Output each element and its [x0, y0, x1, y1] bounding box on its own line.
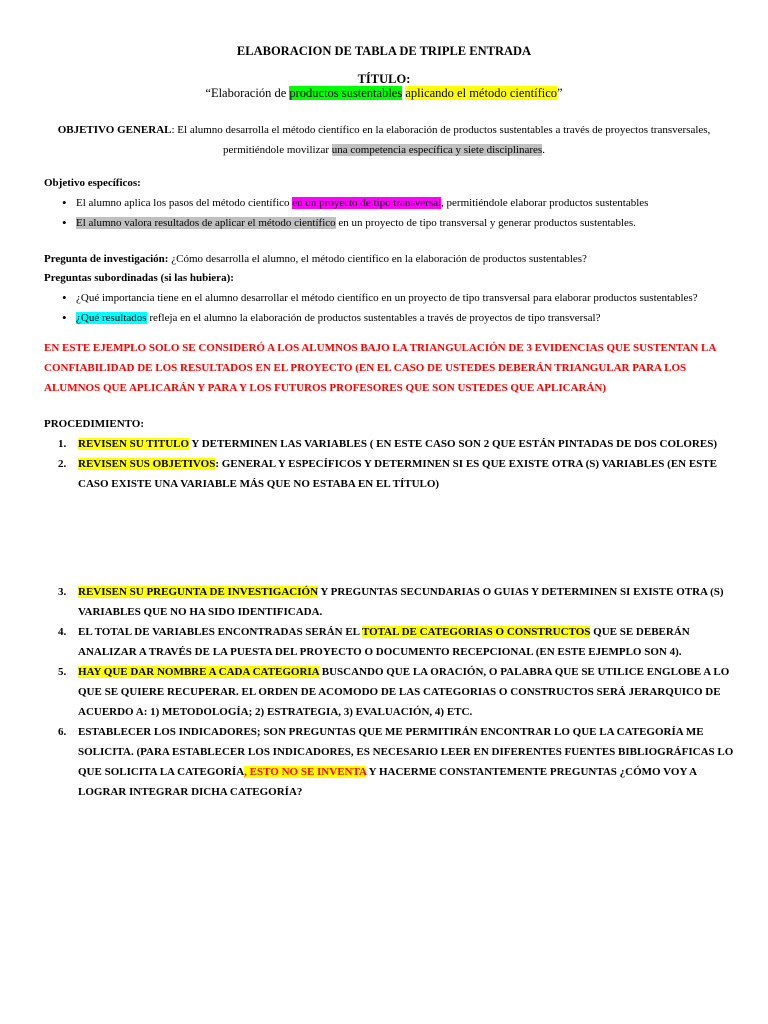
- item-text: QUE SE DEBERÁN ANALIZAR A TRAVÉS DE LA PUESTA DEL PROYECTO O DOCUMENTO RECEPCIONAL (EN ESTE EJEMPLO SON 4).: [78, 626, 690, 658]
- item-hl-yellow: TOTAL DE CATEGORIAS O CONSTRUCTOS: [361, 626, 591, 638]
- list-item: [44, 622, 734, 662]
- subtitle-hl-green: productos sustentables: [289, 86, 403, 100]
- list-item: [44, 582, 734, 622]
- list-item: [44, 288, 734, 308]
- objetivo-general-text1: : El alumno desarrolla el método científico en la elaboración de productos sustentables a través de proyectos transversales, permitiéndole movilizar: [171, 124, 711, 156]
- list-item: [44, 213, 734, 233]
- procedimiento-continued: [44, 582, 734, 802]
- list-item: [44, 308, 734, 328]
- objetivo-general-hl: una competencia específica y siete disciplinares: [331, 144, 543, 156]
- item-text: refleja en el alumno la elaboración de productos sustentables a través de proyectos de tipo transversal?: [146, 312, 601, 324]
- subtitle-hl-yellow: aplicando el método científico: [405, 86, 558, 100]
- procedimiento: [44, 414, 734, 494]
- item-text: Y DETERMINEN LAS VARIABLES ( EN ESTE CASO SON 2 QUE ESTÁN PINTADAS DE DOS COLORES): [189, 438, 717, 450]
- list-item: [44, 722, 734, 802]
- item-number: 6.: [58, 726, 67, 738]
- item-hl-red: , ESTO NO SE INVENTA: [244, 766, 367, 778]
- nota-roja: EN ESTE EJEMPLO SOLO SE CONSIDERÓ A LOS ALUMNOS BAJO LA TRIANGULACIÓN DE 3 EVIDENCIAS QUE SUSTENTAN LA CONFIABILIDAD DE LOS RESULTADOS EN EL PROYECTO (EN EL CASO DE USTEDES DEBERÁN TRIANGULAR PARA LOS ALUMNOS QUE APLICARÁN Y PARA Y LOS FUTUROS PROFESORES QUE SON USTEDES QUE APLICARÁN): [44, 342, 716, 394]
- procedimiento-label: PROCEDIMIENTO:: [44, 418, 145, 430]
- list-item: [44, 193, 734, 213]
- item-text: : GENERAL Y ESPECÍFICOS Y DETERMINEN SI ES QUE EXISTE OTRA (S) VARIABLES (EN ESTE CASO EXISTE UNA VARIABLE MÁS QUE NO ESTABA EN EL TÍTULO): [78, 458, 717, 490]
- item-text: , permitiéndole elaborar productos sustentables: [441, 197, 649, 209]
- subtitle-close: ”: [557, 86, 563, 100]
- preguntas-subordinadas: [44, 269, 734, 328]
- titulo-label: TÍTULO:: [357, 72, 411, 86]
- item-text: El alumno aplica los pasos del método científico: [76, 197, 293, 209]
- item-text: ¿Qué importancia tiene en el alumno desarrollar el método científico en un proyecto de tipo transversal para elaborar productos sustentables?: [76, 292, 698, 304]
- pregunta-text: ¿Cómo desarrolla el alumno, el método científico en la elaboración de productos sustentables?: [168, 253, 587, 265]
- subtitle-open: “Elaboración de: [205, 86, 290, 100]
- list-item: [44, 434, 734, 454]
- main-title: ELABORACION DE TABLA DE TRIPLE ENTRADA: [236, 44, 532, 58]
- subordinadas-label: Preguntas subordinadas (si las hubiera):: [44, 272, 234, 284]
- objetivo-general: [44, 120, 724, 160]
- item-number: 2.: [58, 458, 67, 470]
- objetivos-especificos-label: Objetivo específicos:: [44, 177, 141, 189]
- item-number: 5.: [58, 666, 67, 678]
- item-number: 1.: [58, 438, 67, 450]
- item-text: Y PREGUNTAS SECUNDARIAS O GUIAS Y DETERMINEN SI EXISTE OTRA (S) VARIABLES QUE NO HA SIDO IDENTIFICADA.: [78, 586, 724, 618]
- objetivos-especificos: [44, 174, 734, 233]
- objetivo-general-label: OBJETIVO GENERAL: [57, 124, 172, 136]
- list-item: [44, 454, 734, 494]
- subtitle: [0, 86, 768, 101]
- item-text: ESTABLECER LOS INDICADORES; SON PREGUNTAS QUE ME PERMITIRÁN ENCONTRAR LO QUE LA CATEGORÍA ME SOLICITA. (PARA ESTABLECER LOS INDICADORES, ES NECESARIO LEER EN DIFERENTES FUENTES BIBLIOGRÁFICAS LO QUE SOLICITA LA CATEGORÍA: [78, 726, 734, 778]
- pregunta-investigacion: [44, 250, 734, 268]
- pregunta-label: Pregunta de investigación:: [44, 253, 169, 265]
- item-text: BUSCANDO QUE LA ORACIÓN, O PALABRA QUE SE UTILICE ENGLOBE A LO QUE SE QUIERE RECUPERAR. EL ORDEN DE ACOMODO DE LAS CATEGORIAS O CONSTRUCTOS SERÁ JERARQUICO DE ACUERDO A: 1) METODOLOGÍA; 2) ESTRATEGIA, 3) EVALUACIÓN, 4) ETC.: [78, 666, 730, 718]
- item-hl-cyan: ¿Qué resultados: [76, 312, 147, 324]
- item-number: 3.: [58, 586, 67, 598]
- item-text: Y HACERME CONSTANTEMENTE PREGUNTAS ¿CÓMO VOY A LOGRAR INTEGRAR DICHA CATEGORÍA?: [78, 766, 697, 798]
- item-number: 4.: [58, 626, 67, 638]
- item-hl-yellow: REVISEN SUS OBJETIVOS: [78, 458, 216, 470]
- item-hl-yellow: REVISEN SU PREGUNTA DE INVESTIGACIÓN: [78, 586, 319, 598]
- item-text: EL TOTAL DE VARIABLES ENCONTRADAS SERÁN EL: [78, 626, 362, 638]
- list-item: [44, 662, 734, 722]
- item-hl-yellow: REVISEN SU TITULO: [78, 438, 190, 450]
- item-text: en un proyecto de tipo transversal y generar productos sustentables.: [335, 217, 636, 229]
- item-hl-yellow: HAY QUE DAR NOMBRE A CADA CATEGORIA: [78, 666, 320, 678]
- item-hl-gray: El alumno valora resultados de aplicar el método científico: [76, 217, 336, 229]
- objetivo-general-text2: .: [542, 144, 545, 156]
- item-hl-magenta: en un proyecto de tipo transversal: [292, 197, 442, 209]
